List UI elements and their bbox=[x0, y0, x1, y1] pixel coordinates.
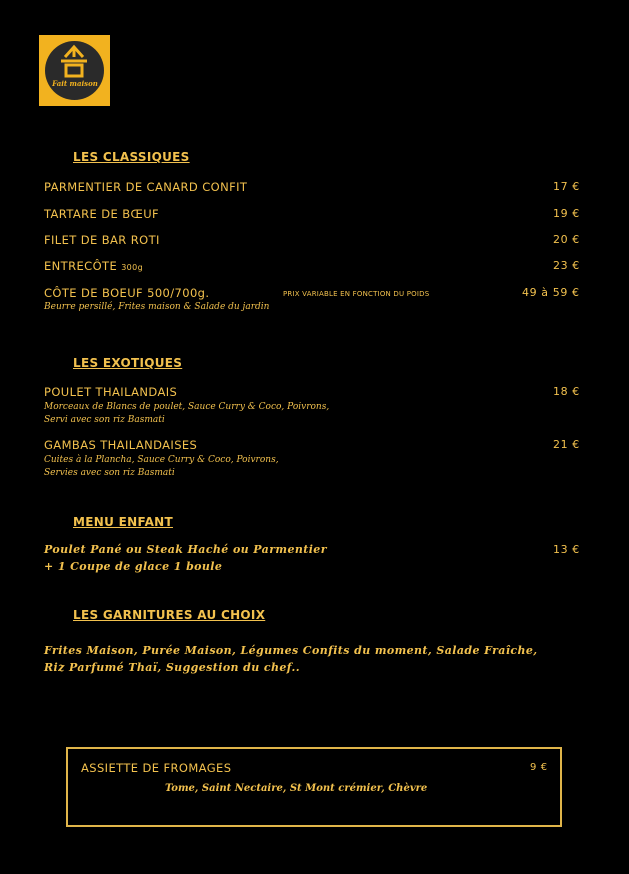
menu-item-name: CÔTE DE BOEUF 500/700g. bbox=[44, 286, 210, 300]
fromages-box bbox=[66, 747, 562, 827]
menu-item-price: 18 € bbox=[553, 385, 580, 398]
menu-item-name: TARTARE DE BŒUF bbox=[44, 207, 160, 221]
fromages-title: ASSIETTE DE FROMAGES bbox=[81, 761, 232, 775]
fromages-price: 9 € bbox=[530, 762, 548, 773]
fromages-description: Tome, Saint Nectaire, St Mont crémier, Chèvre bbox=[165, 783, 428, 794]
description-line: Morceaux de Blancs de poulet, Sauce Curry & Coco, Poivrons, bbox=[44, 402, 330, 412]
description-line: Servies avec son riz Basmati bbox=[44, 468, 175, 478]
menu-item-name: PARMENTIER DE CANARD CONFIT bbox=[44, 180, 248, 194]
garnitures-line-2: Riz Parfumé Thaï, Suggestion du chef.. bbox=[44, 661, 300, 674]
house-icon bbox=[39, 35, 110, 106]
menu-item-weight: 300g bbox=[121, 263, 144, 272]
menu-item-price: 49 à 59 € bbox=[522, 286, 580, 299]
menu-item-description bbox=[44, 454, 279, 480]
fait-maison-logo bbox=[39, 35, 110, 106]
section-title-garnitures: LES GARNITURES AU CHOIX bbox=[73, 608, 266, 622]
menu-item-price: 21 € bbox=[553, 438, 580, 451]
logo-text: Fait maison bbox=[52, 79, 98, 88]
enfant-line-1: Poulet Pané ou Steak Haché ou Parmentier bbox=[44, 543, 327, 556]
menu-item-description: Beurre persillé, Frites maison & Salade du jardin bbox=[44, 302, 270, 312]
menu-item-name: GAMBAS THAILANDAISES bbox=[44, 438, 198, 452]
description-line: Servi avec son riz Basmati bbox=[44, 415, 165, 425]
section-title-enfant: MENU ENFANT bbox=[73, 515, 173, 529]
menu-item-price: 17 € bbox=[553, 180, 580, 193]
garnitures-line-1: Frites Maison, Purée Maison, Légumes Confits du moment, Salade Fraîche, bbox=[44, 644, 538, 657]
section-title-exotiques: LES EXOTIQUES bbox=[73, 356, 183, 370]
enfant-line-2: + 1 Coupe de glace 1 boule bbox=[44, 560, 223, 573]
menu-item-price: 13 € bbox=[553, 543, 580, 556]
section-title-classiques: LES CLASSIQUES bbox=[73, 150, 190, 164]
menu-item-note: PRIX VARIABLE EN FONCTION DU POIDS bbox=[283, 290, 430, 298]
menu-item-label: ENTRECÔTE bbox=[44, 259, 118, 273]
menu-item-name: POULET THAILANDAIS bbox=[44, 385, 178, 399]
menu-item-description bbox=[44, 401, 329, 427]
menu-item-name: FILET DE BAR ROTI bbox=[44, 233, 160, 247]
description-line: Cuites à la Plancha, Sauce Curry & Coco, Poivrons, bbox=[44, 455, 279, 465]
menu-item-price: 19 € bbox=[553, 207, 580, 220]
menu-item-price: 20 € bbox=[553, 233, 580, 246]
menu-item-price: 23 € bbox=[553, 259, 580, 272]
menu-item-name bbox=[44, 259, 143, 273]
